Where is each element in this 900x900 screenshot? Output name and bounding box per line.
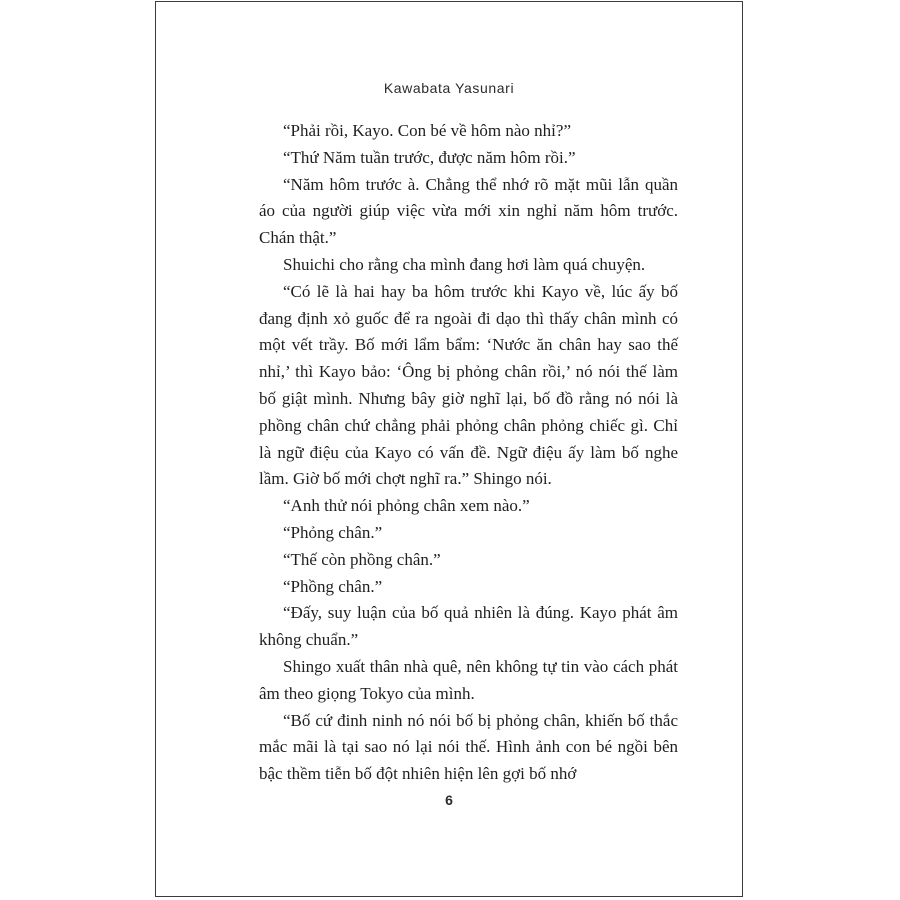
paragraph-10: “Đấy, suy luận của bố quả nhiên là đúng. Kayo phát âm không chuẩn.” (259, 603, 678, 650)
paragraph-7: “Phỏng chân.” (283, 522, 383, 542)
paragraph-1: “Phải rồi, Kayo. Con bé về hôm nào nhỉ?” (283, 121, 571, 140)
paragraph-9: “Phồng chân.” (283, 576, 383, 596)
paragraph-5: “Có lẽ là hai hay ba hôm trước khi Kayo về, lúc ấy bố đang định xỏ guốc để ra ngoài đi dạo thì thấy chân mình có một vết trầy. Bố mới lẩm bẩm: ‘Nước ăn chân hay sao thế nhỉ,’ thì Kayo bảo: ‘Ông bị phỏng chân rồi,’ nó nói thế làm bố giật mình. Nhưng bây giờ nghĩ lại, bố đồ rằng nó nói là phồng chân chứ chẳng phải phỏng chân phỏng chiếc gì. Chỉ là ngữ điệu của Kayo có vấn đề. Ngữ điệu ấy làm bố nghe lầm. Giờ bố mới chợt nghĩ ra.” Shingo nói. (259, 281, 678, 489)
book-page (155, 1, 743, 897)
paragraph-4: Shuichi cho rằng cha mình đang hơi làm quá chuyện. (283, 254, 646, 274)
paragraph-12: “Bố cứ đinh ninh nó nói bố bị phỏng chân, khiến bố thắc mắc mãi là tại sao nó lại nói thế. Hình ảnh con bé ngồi bên bậc thềm tiễn bố đột nhiên hiện lên gợi bố nhớ (259, 710, 678, 784)
running-head: Kawabata Yasunari (383, 80, 515, 96)
page-number: 6 (445, 792, 453, 808)
paragraph-8: “Thế còn phồng chân.” (283, 549, 441, 569)
paragraph-11: Shingo xuất thân nhà quê, nên không tự tin vào cách phát âm theo giọng Tokyo của mình. (259, 656, 678, 703)
paragraph-2: “Thứ Năm tuần trước, được năm hôm rồi.” (283, 147, 576, 167)
body-text (259, 118, 678, 788)
paragraph-6: “Anh thử nói phỏng chân xem nào.” (283, 496, 530, 516)
paragraph-3: “Năm hôm trước à. Chẳng thể nhớ rõ mặt mũi lẫn quần áo của người giúp việc vừa mới xin nghỉ năm hôm trước. Chán thật.” (259, 174, 678, 248)
